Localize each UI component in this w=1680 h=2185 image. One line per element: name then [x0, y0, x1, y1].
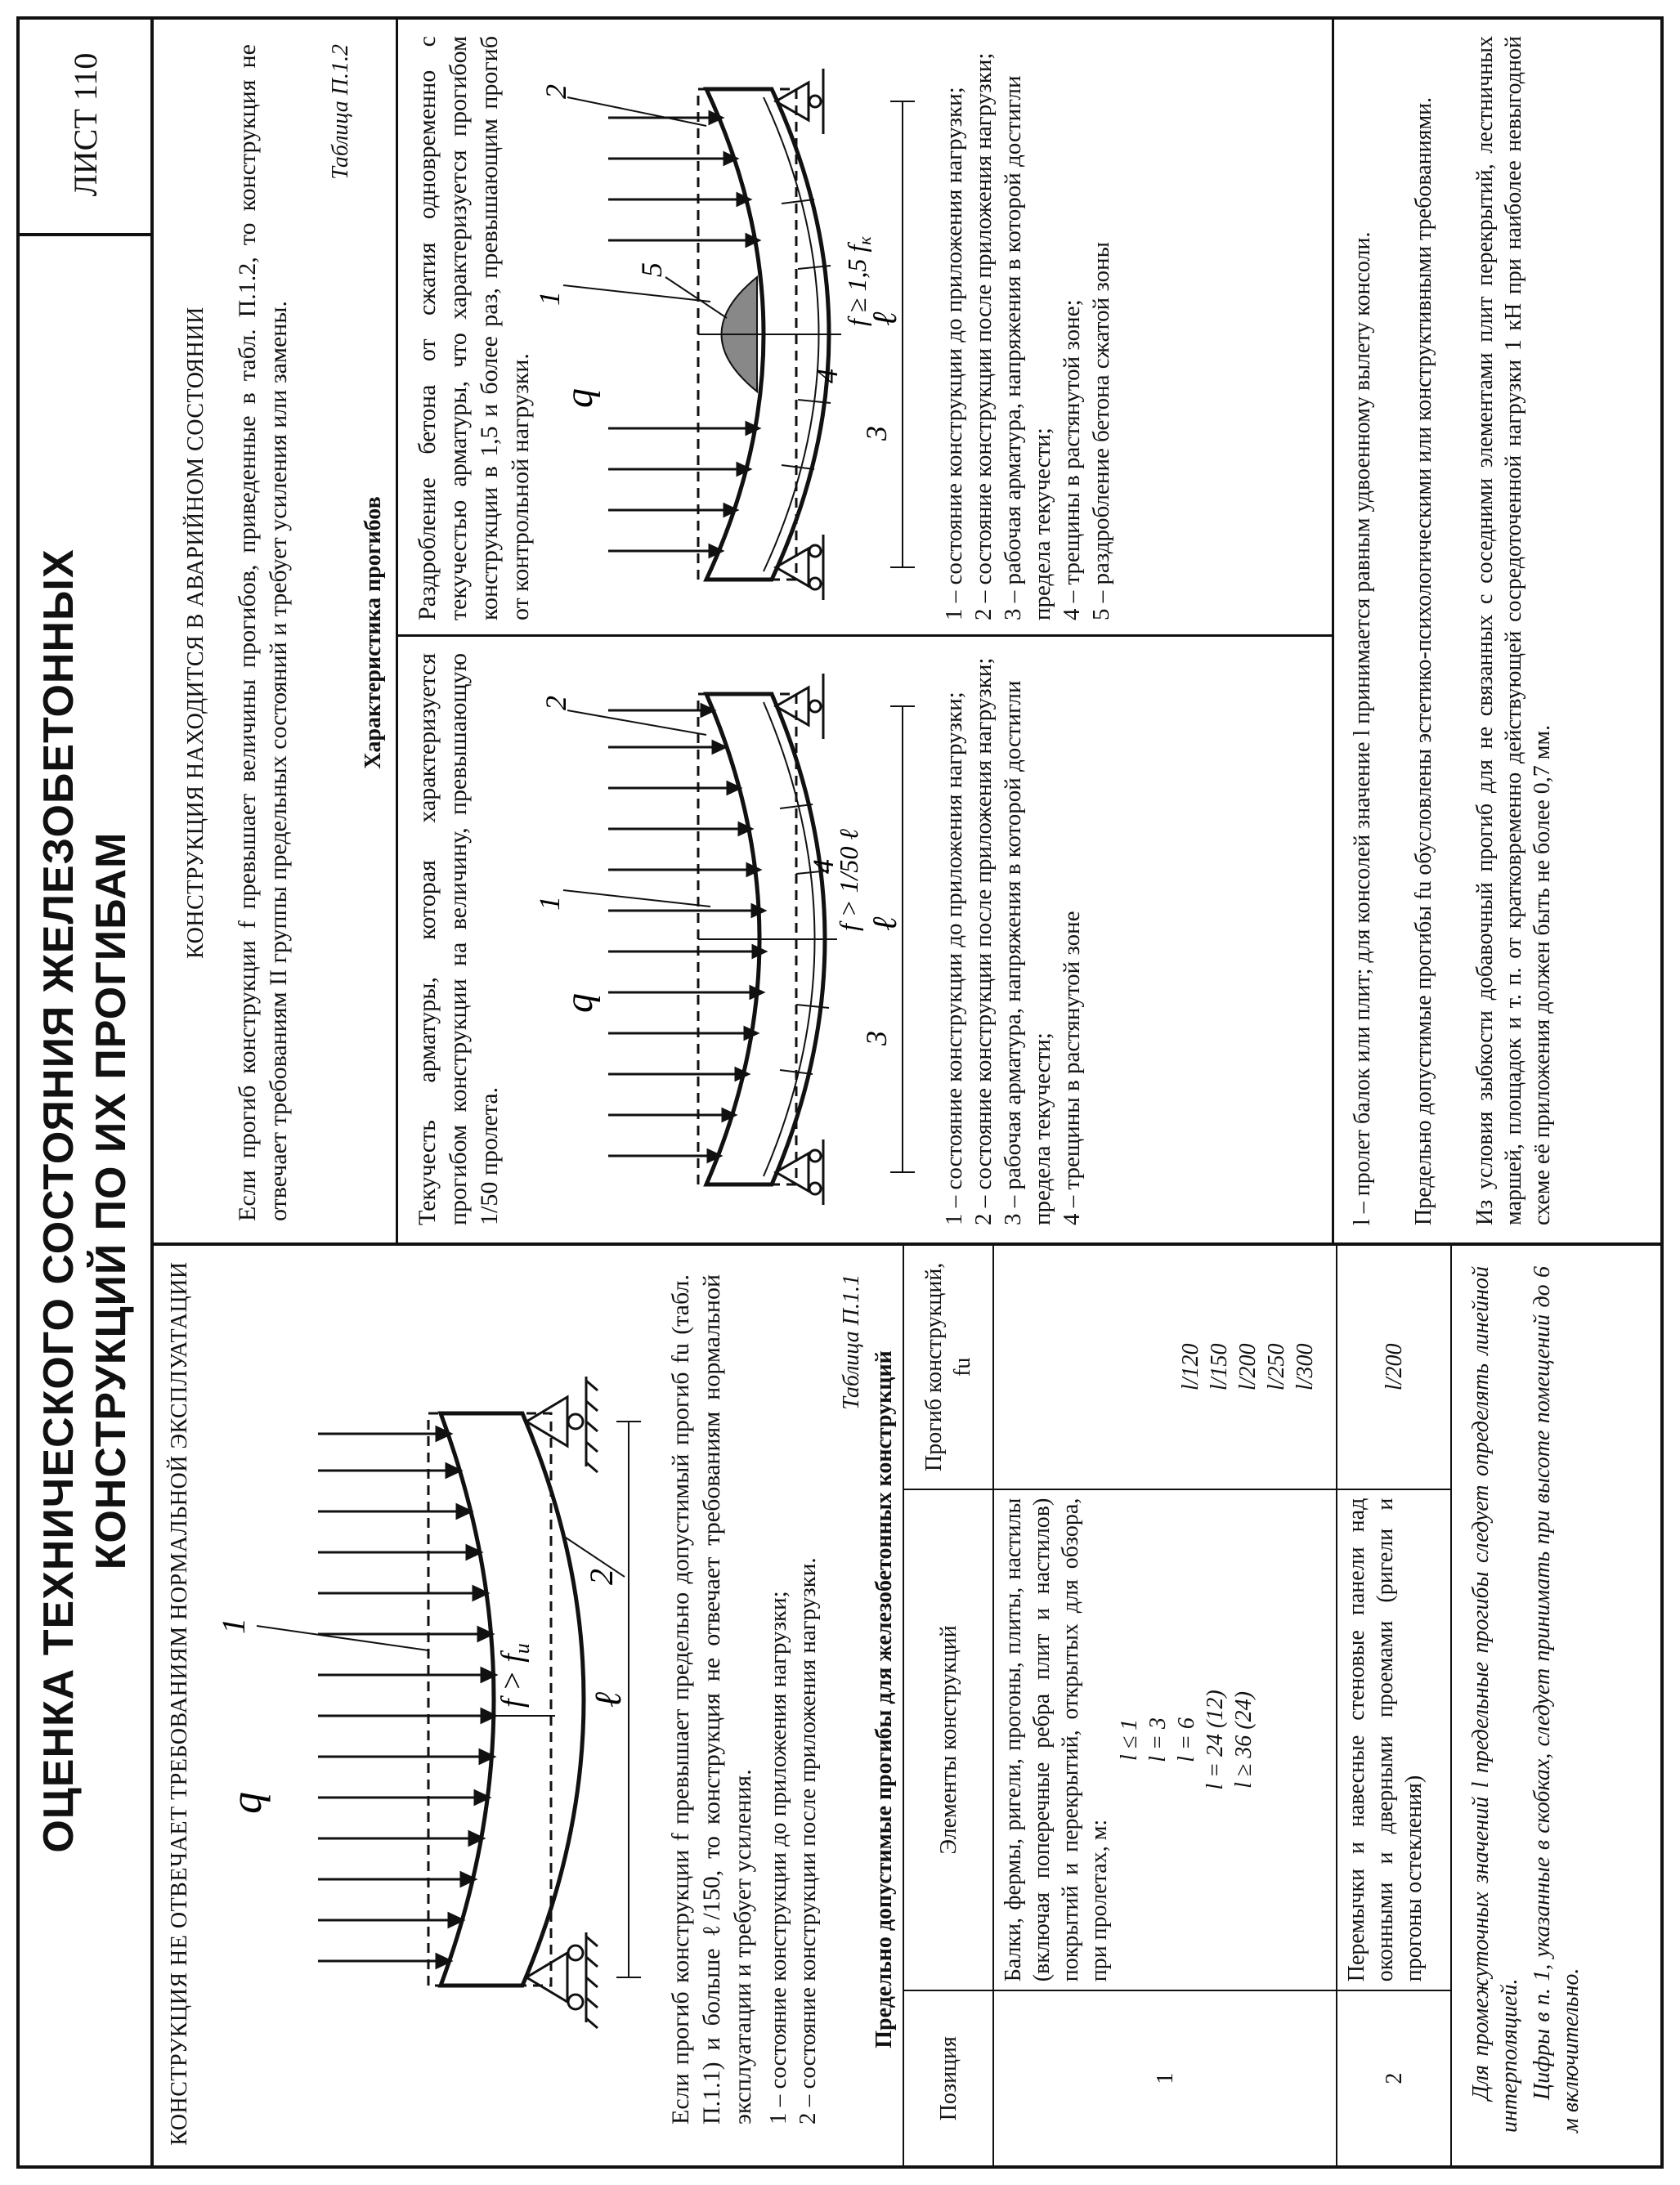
span-item: l = 24 (12) — [1203, 1690, 1228, 1790]
table-note: Для промежуточных значений l предельные прогибы следует определять линейной интерполяцией. — [1468, 1266, 1522, 2133]
table-row — [1337, 1245, 1451, 2166]
left-paragraph: Если прогиб конструкции f превышает предельно допустимый прогиб fu (табл. П.1.1) и больше ℓ/150, то конструкция не отвечает требованиям нормальной эксплуатации и требует усиления. — [667, 1274, 756, 2125]
title-block — [20, 236, 150, 2165]
column-header: Прогиб конструкций, fu — [903, 1245, 993, 1489]
span-label: ℓ — [587, 1691, 629, 1708]
right-paragraph: Если прогиб конструкции f превышает величины прогибов, приведенные в табл. П.1.2, то конструкция не отвечает требованиям II группы предельных состояний и требует усиления или замены. — [234, 44, 292, 1221]
legend-item: 2 – состояние конструкции после приложения нагрузки; — [970, 657, 997, 1225]
span-item: l = 6 — [1174, 1717, 1199, 1762]
value-item: l/300 — [1292, 1343, 1318, 1391]
deflection-type-text: Раздробление бетона от сжатия одновременно с текучестью арматуры, что характеризуется прогибом конструкции в 1,5 и более раз, превышающим прогиб от контрольной нагрузки. — [414, 36, 534, 620]
span-list — [1115, 1498, 1258, 1982]
yield-legend — [939, 649, 1086, 1225]
leader-label: 2 — [540, 696, 572, 710]
table-row — [993, 1245, 1337, 2166]
table-note: Цифры в п. 1, указанные в скобках, следует принимать при высоте помещений до 6 м включительно. — [1530, 1266, 1584, 2133]
sheet-number: ЛИСТ 110 — [66, 52, 104, 197]
note-span-definition: l – пролет балок или плит; для консолей значение l принимается равным удвоенному вылету консоли. — [1350, 231, 1375, 1225]
legend-item: 5 – раздробление бетона сжатой зоны — [1088, 241, 1114, 620]
legend-item: 1 – состояние конструкции до приложения нагрузки; — [941, 692, 967, 1225]
divider — [20, 233, 150, 236]
position-cell: 2 — [1337, 1990, 1451, 2166]
element-cell: Перемычки и навесные стеновые панели над оконными и дверными проемами (ригели и прогоны остекления) — [1337, 1489, 1451, 1991]
legend-item: 4 – трещины в растянутой зоне — [1059, 911, 1085, 1225]
element-cell — [993, 1489, 1337, 1991]
value-cell — [993, 1245, 1337, 1489]
table-title: Характеристика прогибов — [361, 496, 386, 769]
leader-label: 1 — [533, 291, 566, 306]
crushing-legend — [939, 36, 1116, 620]
value-cell — [1337, 1245, 1451, 1489]
span-label: ℓ — [867, 311, 904, 326]
divider — [150, 20, 154, 2165]
span-item: l = 3 — [1145, 1717, 1171, 1762]
leader-label: 4 — [811, 369, 844, 383]
load-label: q — [558, 993, 601, 1013]
column-header: Элементы конструкций — [903, 1489, 993, 1991]
leader-label: 1 — [215, 1618, 252, 1634]
deflection-label: f > 1/50 ℓ — [834, 829, 863, 931]
value-item: l/200 — [1235, 1343, 1261, 1391]
leader-label: 3 — [860, 1031, 893, 1045]
span-label: ℓ — [867, 916, 904, 931]
deflection-limits-table — [903, 1244, 1452, 2167]
divider — [1332, 20, 1334, 1242]
divider — [396, 20, 398, 1242]
left-legend — [764, 1274, 822, 2125]
legend-item: 1 – состояние конструкции до приложения нагрузки; — [765, 1591, 791, 2125]
title-line-1: ОЦЕНКА ТЕХНИЧЕСКОГО СОСТОЯНИЯ ЖЕЛЕЗОБЕТОННЫХ — [35, 548, 83, 1853]
table-label: Таблица П.1.2 — [328, 44, 353, 180]
beam-figure-yield — [533, 645, 927, 1234]
document-sheet — [16, 16, 1664, 2169]
deflection-type-text: Текучесть арматуры, которая характеризуется прогибом конструкции на величину, превышающую 1/50 пролета. — [414, 653, 503, 1225]
leader-label: 2 — [540, 84, 572, 99]
leader-label: 5 — [635, 262, 668, 277]
table-title: Предельно допустимые прогибы для железобетонных конструкций — [871, 1350, 897, 2048]
element-text: Балки, фермы, ригели, прогоны, плиты, настилы (включая поперечные ребра плит и настилов) покрытий и перекрытий, открытых для обзора, при пролетах, м: — [1001, 1498, 1112, 1982]
table-label: Таблица П.1.1 — [839, 1274, 864, 1410]
legend-item: 2 – состояние конструкции после приложения нагрузки; — [970, 52, 997, 620]
deflection-label: f ≥ 1,5 fк — [842, 236, 875, 326]
legend-item: 2 – состояние конструкции после приложения нагрузки. — [795, 1557, 821, 2125]
deflection-label: $f > f_u$ — [495, 1643, 534, 1708]
beam-figure-crushing — [533, 32, 927, 629]
value-item: l/120 — [1178, 1343, 1203, 1391]
legend-item: 1 – состояние конструкции до приложения нагрузки; — [941, 87, 967, 620]
load-label: q — [558, 388, 601, 408]
divider — [396, 634, 1332, 637]
right-section-title: КОНСТРУКЦИЯ НАХОДИТСЯ В АВАРИЙНОМ СОСТОЯНИИ — [183, 307, 208, 959]
value-item: l/250 — [1264, 1343, 1289, 1391]
beam-figure-left — [195, 1332, 653, 2067]
leader-label: 1 — [533, 896, 566, 911]
position-cell: 1 — [993, 1990, 1337, 2166]
left-section-title: КОНСТРУКЦИЯ НЕ ОТВЕЧАЕТ ТРЕБОВАНИЯМ НОРМАЛЬНОЙ ЭКСПЛУАТАЦИИ — [167, 1261, 192, 2146]
leader-label: 2 — [583, 1569, 620, 1585]
note-limit-basis: Предельно допустимые прогибы fu обусловлены эстетико-психологическими или конструктивными требованиями. — [1411, 96, 1436, 1225]
legend-item: 4 – трещины в растянутой зоне; — [1059, 299, 1085, 620]
leader-label: 4 — [807, 859, 840, 874]
value-item: l/200 — [1381, 1343, 1407, 1391]
legend-item: 3 – рабочая арматура, напряжения в которой достигли предела текучести; — [1000, 75, 1055, 620]
load-label: q — [222, 1792, 271, 1814]
note-vibration: Из условия зыбкости добавочный прогиб для не связанных с соседними элементами плит перекрытий, лестничных маршей, площадок и т. п. от кратковременно действующей сосредоточенной нагрузки 1 кН при наиболее невыгодной схеме её приложения должен быть не более 0,7 мм. — [1472, 36, 1555, 1225]
span-item: l ≤ 1 — [1117, 1718, 1142, 1762]
span-item: l ≥ 36 (24) — [1231, 1691, 1257, 1789]
legend-item: 3 – рабочая арматура, напряжения в которой достигли предела текучести; — [1000, 680, 1055, 1225]
value-item: l/150 — [1207, 1343, 1232, 1391]
column-header: Позиция — [903, 1990, 993, 2166]
leader-label: 3 — [860, 426, 893, 441]
table-header-row — [903, 1245, 993, 2166]
title-line-2: КОНСТРУКЦИЙ ПО ИХ ПРОГИБАМ — [87, 831, 135, 1570]
